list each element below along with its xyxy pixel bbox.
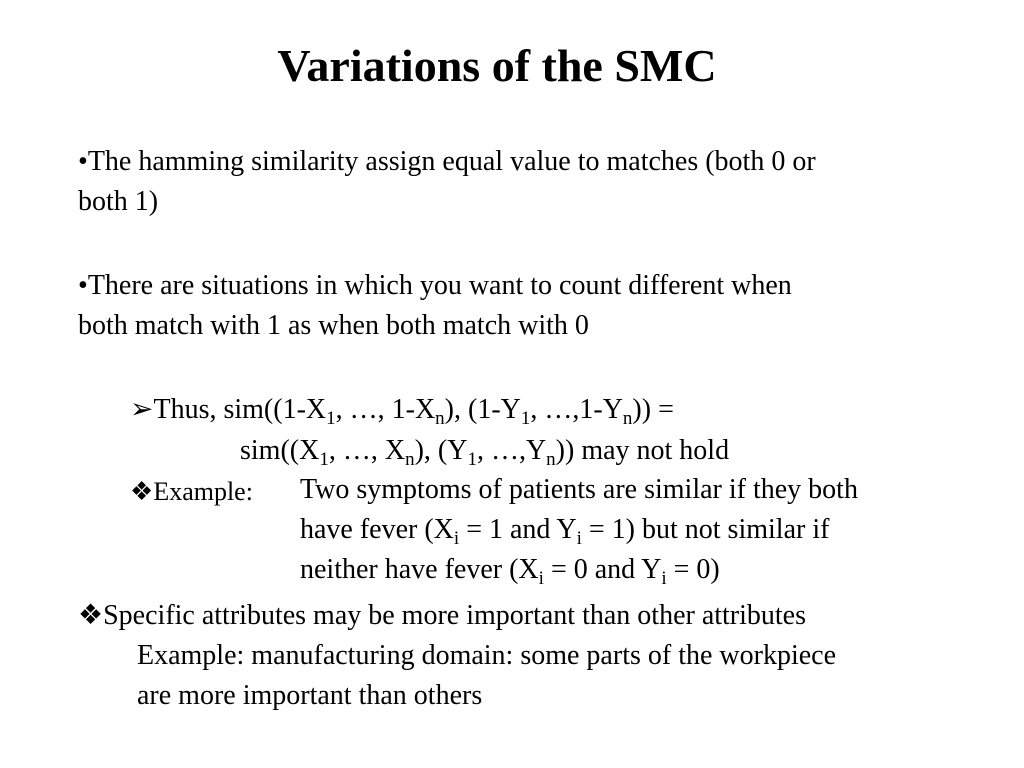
example-label: ❖Example: xyxy=(130,472,253,512)
diamond-bullet-icon: ❖ xyxy=(130,477,154,506)
example-line-3: neither have fever ($X_i = 0$ and $Y_i = 0$) xyxy=(300,554,720,589)
specific-line-1: ❖Specific attributes may be more important than other attributes xyxy=(78,596,806,636)
diamond-bullet-icon: ❖ xyxy=(78,600,104,631)
specific-line-2: Example: manufacturing domain: some parts of the workpiece xyxy=(137,640,837,671)
arrow-bullet-icon: ➢ xyxy=(130,394,154,425)
bullet-1-line-1 xyxy=(78,142,816,182)
bullet-2-line-2: both match with 1 as when both match with 0 xyxy=(78,310,589,341)
thus-line-1: ➢Thus, $sim((1-X_1$, …, $1-X_n$), ($1-Y_1$, $\dots,1-Y_n$)) = xyxy=(130,390,674,430)
bullet-1-line-2: both 1) xyxy=(78,186,159,217)
bullet-2-line-1 xyxy=(78,266,792,306)
slide-title: Variations of the SMC xyxy=(277,40,717,91)
specific-line-3: are more important than others xyxy=(137,680,483,711)
example-line-2: have fever ($X_i = 1$ and $Y_i = 1$) but not similar if xyxy=(300,514,830,549)
bullet-2-text: There are situations in which you want to count different when xyxy=(87,270,792,301)
bullet-marker: • xyxy=(78,146,88,177)
thus-line-2: $sim((X_1$, …, $X_n$), ($Y_1$, $\dots,Y_n$)) may not hold xyxy=(240,435,730,470)
bullet-1-text: The hamming similarity assign equal value to matches (both 0 or xyxy=(87,146,816,177)
example-line-1: Two symptoms of patients are similar if they both xyxy=(300,474,858,505)
bullet-marker: • xyxy=(78,270,88,301)
